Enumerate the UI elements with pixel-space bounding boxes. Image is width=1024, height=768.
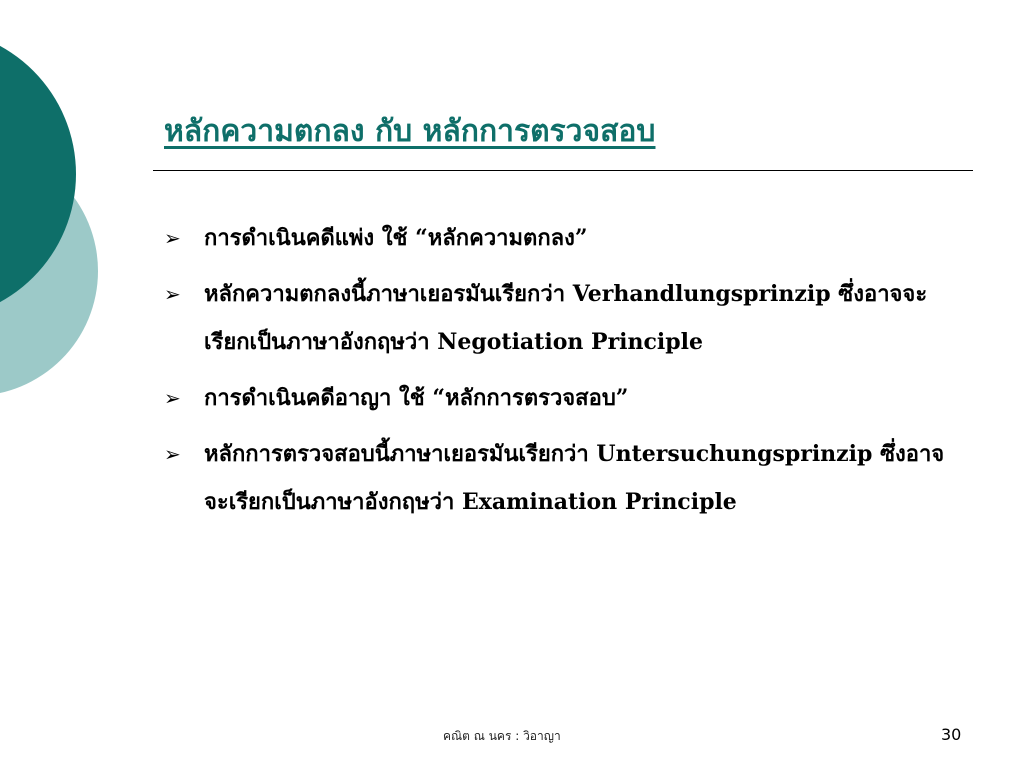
bullet-list xyxy=(164,214,954,534)
arrow-bullet-icon: ➢ xyxy=(164,442,181,466)
bullet-text: หลักความตกลงนี้ภาษาเยอรมันเรียกว่า Verhandlungsprinzip ซึ่งอาจจะเรียกเป็นภาษาอังกฤษว่า Negotiation Principle xyxy=(204,281,928,355)
arrow-bullet-icon: ➢ xyxy=(164,282,181,306)
arrow-bullet-icon: ➢ xyxy=(164,386,181,410)
bullet-text: การดำเนินคดีอาญา ใช้ “หลักการตรวจสอบ” xyxy=(204,385,629,411)
bullet-item xyxy=(164,270,954,366)
arrow-bullet-icon: ➢ xyxy=(164,226,181,250)
bullet-item xyxy=(164,430,954,526)
bullet-item xyxy=(164,374,954,422)
bullet-text: หลักการตรวจสอบนี้ภาษาเยอรมันเรียกว่า Untersuchungsprinzip ซึ่งอาจจะเรียกเป็นภาษาอังกฤษว่า Examination Principle xyxy=(204,441,945,515)
page-number: 30 xyxy=(941,725,962,744)
slide-footer: คณิต ณ นคร : วิอาญา xyxy=(443,729,561,743)
bullet-text: การดำเนินคดีแพ่ง ใช้ “หลักความตกลง” xyxy=(204,225,588,251)
bullet-item xyxy=(164,214,954,262)
slide-title: หลักความตกลง กับ หลักการตรวจสอบ xyxy=(164,114,656,149)
title-divider xyxy=(153,170,973,171)
